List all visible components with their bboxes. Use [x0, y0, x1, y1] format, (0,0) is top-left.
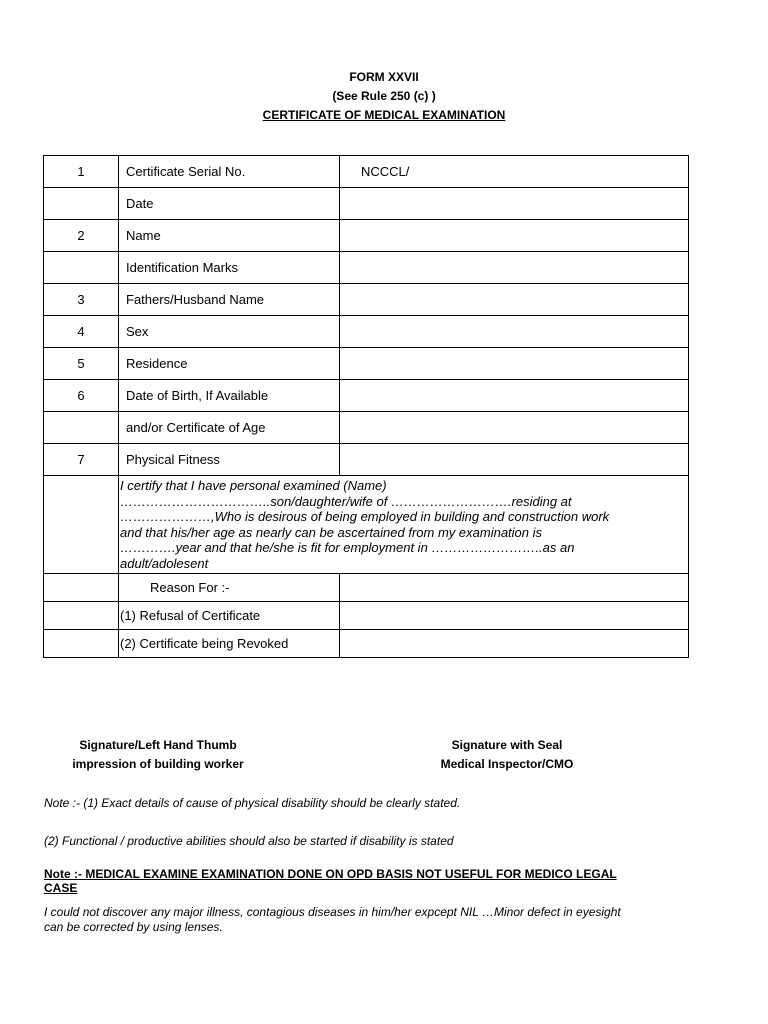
- certification-line: and that his/her age as nearly can be ascertained from my examination is: [120, 524, 543, 540]
- note-opd-basis: Note :- MEDICAL EXAMINE EXAMINATION DONE ON OPD BASIS NOT USEFUL FOR MEDICO LEGAL CASE: [44, 867, 617, 895]
- note-examination-findings: I could not discover any major illness, contagious diseases in him/her expcept NIL …Minor defect in eyesight can be corrected by using lenses.: [44, 905, 621, 934]
- row-label: Certificate Serial No.: [119, 156, 340, 188]
- refusal-field[interactable]: [340, 602, 689, 630]
- row-number-empty: [44, 476, 119, 574]
- row-number: 3: [44, 284, 119, 316]
- table-row: [44, 220, 689, 252]
- row-label: Date: [119, 188, 340, 220]
- revoked-field[interactable]: [340, 630, 689, 658]
- date-of-birth-field[interactable]: [340, 380, 689, 412]
- table-row: [44, 252, 689, 284]
- worker-signature-label: Signature/Left Hand Thumb: [79, 738, 237, 752]
- row-number: [44, 412, 119, 444]
- table-row: [44, 444, 689, 476]
- refusal-label: (1) Refusal of Certificate: [119, 602, 340, 630]
- residence-field[interactable]: [340, 348, 689, 380]
- row-label: Fathers/Husband Name: [119, 284, 340, 316]
- note-functional-abilities: (2) Functional / productive abilities should also be started if disability is stated: [44, 834, 454, 848]
- table-row: [44, 412, 689, 444]
- certification-row: [44, 476, 689, 574]
- revoked-label: (2) Certificate being Revoked: [119, 630, 340, 658]
- row-label: Name: [119, 220, 340, 252]
- table-row: [44, 284, 689, 316]
- sex-field[interactable]: [340, 316, 689, 348]
- medical-signature-block: [397, 736, 617, 774]
- reason-heading: Reason For :-: [119, 574, 340, 602]
- row-number: [44, 188, 119, 220]
- table-row: [44, 380, 689, 412]
- row-number: 6: [44, 380, 119, 412]
- row-label: Physical Fitness: [119, 444, 340, 476]
- row-number-empty: [44, 630, 119, 658]
- identification-marks-field[interactable]: [340, 252, 689, 284]
- table-row: [44, 316, 689, 348]
- table-row: [44, 630, 689, 658]
- certification-line: ……………………………..son/daughter/wife of ……………………….residing at: [120, 493, 572, 509]
- certificate-table: [43, 155, 689, 658]
- page-title: CERTIFICATE OF MEDICAL EXAMINATION: [262, 108, 506, 122]
- table-row: [44, 188, 689, 220]
- rule-reference: (See Rule 250 (c) ): [332, 89, 436, 103]
- medical-signature-label: Signature with Seal: [451, 738, 563, 752]
- reason-field[interactable]: [340, 574, 689, 602]
- row-number: 2: [44, 220, 119, 252]
- certificate-of-age-field[interactable]: [340, 412, 689, 444]
- row-number: 5: [44, 348, 119, 380]
- certification-line: I certify that I have personal examined (Name): [120, 478, 387, 493]
- row-label: Residence: [119, 348, 340, 380]
- table-row: [44, 156, 689, 188]
- certification-line: adult/adolesent: [120, 555, 209, 571]
- worker-signature-label: impression of building worker: [72, 757, 244, 771]
- physical-fitness-field[interactable]: [340, 444, 689, 476]
- row-label: Identification Marks: [119, 252, 340, 284]
- row-number: 7: [44, 444, 119, 476]
- certification-text: [119, 476, 689, 574]
- row-label: Date of Birth, If Available: [119, 380, 340, 412]
- worker-signature-block: [48, 736, 268, 774]
- form-number: FORM XXVII: [349, 70, 419, 84]
- row-number: [44, 252, 119, 284]
- certification-line: …………………,Who is desirous of being employed in building and construction work: [120, 509, 610, 524]
- certification-line: ………….year and that he/she is fit for employment in ……………………..as an: [120, 540, 575, 555]
- name-field[interactable]: [340, 220, 689, 252]
- row-number: 1: [44, 156, 119, 188]
- row-number-empty: [44, 602, 119, 630]
- serial-no-field[interactable]: NCCCL/: [340, 156, 689, 188]
- table-row: [44, 602, 689, 630]
- medical-signature-label: Medical Inspector/CMO: [440, 757, 574, 771]
- father-husband-name-field[interactable]: [340, 284, 689, 316]
- row-label: Sex: [119, 316, 340, 348]
- row-label: and/or Certificate of Age: [119, 412, 340, 444]
- row-number: 4: [44, 316, 119, 348]
- row-number-empty: [44, 574, 119, 602]
- note-disability-details: Note :- (1) Exact details of cause of physical disability should be clearly stated.: [44, 796, 461, 810]
- date-field[interactable]: [340, 188, 689, 220]
- table-row: [44, 574, 689, 602]
- table-row: [44, 348, 689, 380]
